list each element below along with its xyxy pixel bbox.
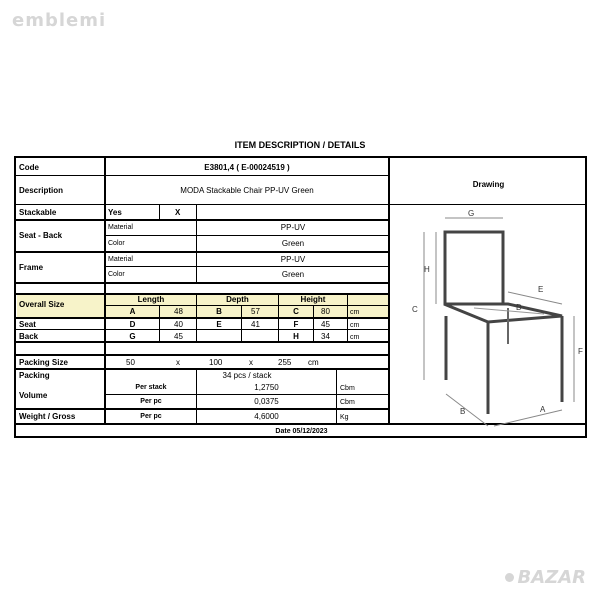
packing-size-x1: x bbox=[176, 358, 180, 367]
label-g: G bbox=[468, 209, 475, 218]
row-line bbox=[16, 251, 388, 253]
length-header: Length bbox=[137, 295, 165, 304]
row-line bbox=[16, 341, 388, 343]
stackable-value: Yes bbox=[108, 208, 122, 217]
size-key-h: H bbox=[293, 332, 299, 341]
size-unit-1: cm bbox=[350, 322, 360, 329]
size-val-b: 57 bbox=[251, 307, 260, 316]
frame-color-key: Color bbox=[108, 271, 125, 278]
depth-header: Depth bbox=[226, 295, 249, 304]
chair-drawing bbox=[404, 204, 586, 429]
label-d: D bbox=[516, 303, 522, 312]
seat-size-label: Seat bbox=[19, 320, 36, 329]
packing-value: 34 pcs / stack bbox=[222, 371, 272, 380]
size-val-e: 41 bbox=[251, 320, 260, 329]
weight-unit: Kg bbox=[340, 414, 349, 421]
row-line bbox=[16, 282, 388, 284]
col-line bbox=[347, 293, 348, 341]
col-line bbox=[241, 305, 242, 341]
volume-per-pc-unit: Cbm bbox=[340, 399, 355, 406]
item-details-sheet bbox=[14, 156, 587, 438]
row-line bbox=[16, 175, 388, 176]
row-line bbox=[104, 394, 388, 395]
col-line bbox=[313, 305, 314, 341]
dim-line-b bbox=[446, 394, 488, 426]
volume-per-pc-value: 0,0375 bbox=[254, 397, 279, 406]
label-e: E bbox=[538, 285, 544, 294]
watermark-bazar bbox=[505, 567, 587, 588]
seat-back-material-key: Material bbox=[108, 224, 133, 231]
packing-size-x2: x bbox=[249, 358, 253, 367]
packing-size-label: Packing Size bbox=[19, 358, 68, 367]
code-label: Code bbox=[19, 163, 39, 172]
size-val-d: 40 bbox=[174, 320, 183, 329]
row-line bbox=[104, 266, 388, 267]
size-key-f: F bbox=[293, 320, 299, 329]
size-val-a: 48 bbox=[174, 307, 183, 316]
chair-backrest bbox=[445, 232, 503, 304]
packing-size-a: 50 bbox=[126, 358, 135, 367]
weight-per-pc-key: Per pc bbox=[140, 413, 162, 420]
size-key-c: C bbox=[293, 307, 299, 316]
packing-size-unit: cm bbox=[308, 358, 319, 367]
seat-back-label: Seat - Back bbox=[19, 231, 63, 240]
frame-label: Frame bbox=[19, 263, 44, 272]
watermark-bazar-text: BAZAR bbox=[517, 567, 586, 588]
watermark-emblemi: emblemi bbox=[12, 10, 107, 31]
row-line bbox=[104, 235, 388, 236]
col-line bbox=[159, 204, 160, 219]
col-line bbox=[196, 219, 197, 283]
dim-line-a bbox=[494, 410, 562, 426]
volume-per-pc-key: Per pc bbox=[140, 398, 162, 405]
back-size-label: Back bbox=[19, 332, 39, 341]
stackable-mark: X bbox=[175, 208, 181, 217]
seat-back-color-value: Green bbox=[281, 239, 305, 248]
col-line bbox=[388, 158, 390, 423]
label-h: H bbox=[424, 265, 430, 274]
volume-label: Volume bbox=[19, 391, 48, 400]
label-c: C bbox=[412, 305, 418, 314]
label-a: A bbox=[540, 405, 546, 414]
size-unit-2: cm bbox=[350, 334, 360, 341]
height-header: Height bbox=[300, 295, 326, 304]
packing-label: Packing bbox=[19, 371, 50, 380]
seat-back-material-value: PP-UV bbox=[280, 223, 306, 232]
stackable-label: Stackable bbox=[19, 208, 57, 217]
date-footer: Date 05/12/2023 bbox=[275, 428, 328, 435]
packing-size-c: 255 bbox=[278, 358, 292, 367]
watermark-dot-icon bbox=[505, 573, 514, 582]
size-val-h: 34 bbox=[321, 332, 330, 341]
frame-material-key: Material bbox=[108, 256, 133, 263]
size-unit-0: cm bbox=[350, 309, 360, 316]
size-key-b: B bbox=[216, 307, 222, 316]
size-key-e: E bbox=[216, 320, 222, 329]
volume-per-stack-unit: Cbm bbox=[340, 385, 355, 392]
size-key-d: D bbox=[129, 320, 136, 329]
packing-size-b: 100 bbox=[209, 358, 223, 367]
description-value: MODA Stackable Chair PP-UV Green bbox=[180, 186, 314, 195]
volume-per-stack-value: 1,2750 bbox=[254, 383, 279, 392]
frame-material-value: PP-UV bbox=[280, 255, 306, 264]
size-key-g: G bbox=[129, 332, 136, 341]
overall-size-label: Overall Size bbox=[19, 300, 65, 309]
volume-per-stack-key: Per stack bbox=[135, 384, 167, 391]
size-key-a: A bbox=[129, 307, 136, 316]
size-val-c: 80 bbox=[321, 307, 330, 316]
chair-seat bbox=[444, 304, 562, 322]
weight-label: Weight / Gross bbox=[19, 412, 76, 421]
size-val-g: 45 bbox=[174, 332, 183, 341]
frame-color-value: Green bbox=[281, 270, 305, 279]
col-line bbox=[159, 305, 160, 341]
seat-back-color-key: Color bbox=[108, 240, 125, 247]
size-val-f: 45 bbox=[321, 320, 330, 329]
description-label: Description bbox=[19, 186, 64, 195]
col-line bbox=[196, 204, 197, 219]
label-b: B bbox=[460, 407, 466, 416]
code-value: E3801,4 ( E-00024519 ) bbox=[204, 163, 290, 172]
row-line bbox=[16, 354, 388, 356]
label-f: F bbox=[578, 347, 583, 356]
weight-per-pc-value: 4,6000 bbox=[254, 412, 279, 421]
sheet-title: ITEM DESCRIPTION / DETAILS bbox=[234, 140, 366, 150]
row-line bbox=[16, 219, 388, 221]
drawing-label: Drawing bbox=[472, 180, 505, 189]
row-line bbox=[16, 408, 388, 410]
